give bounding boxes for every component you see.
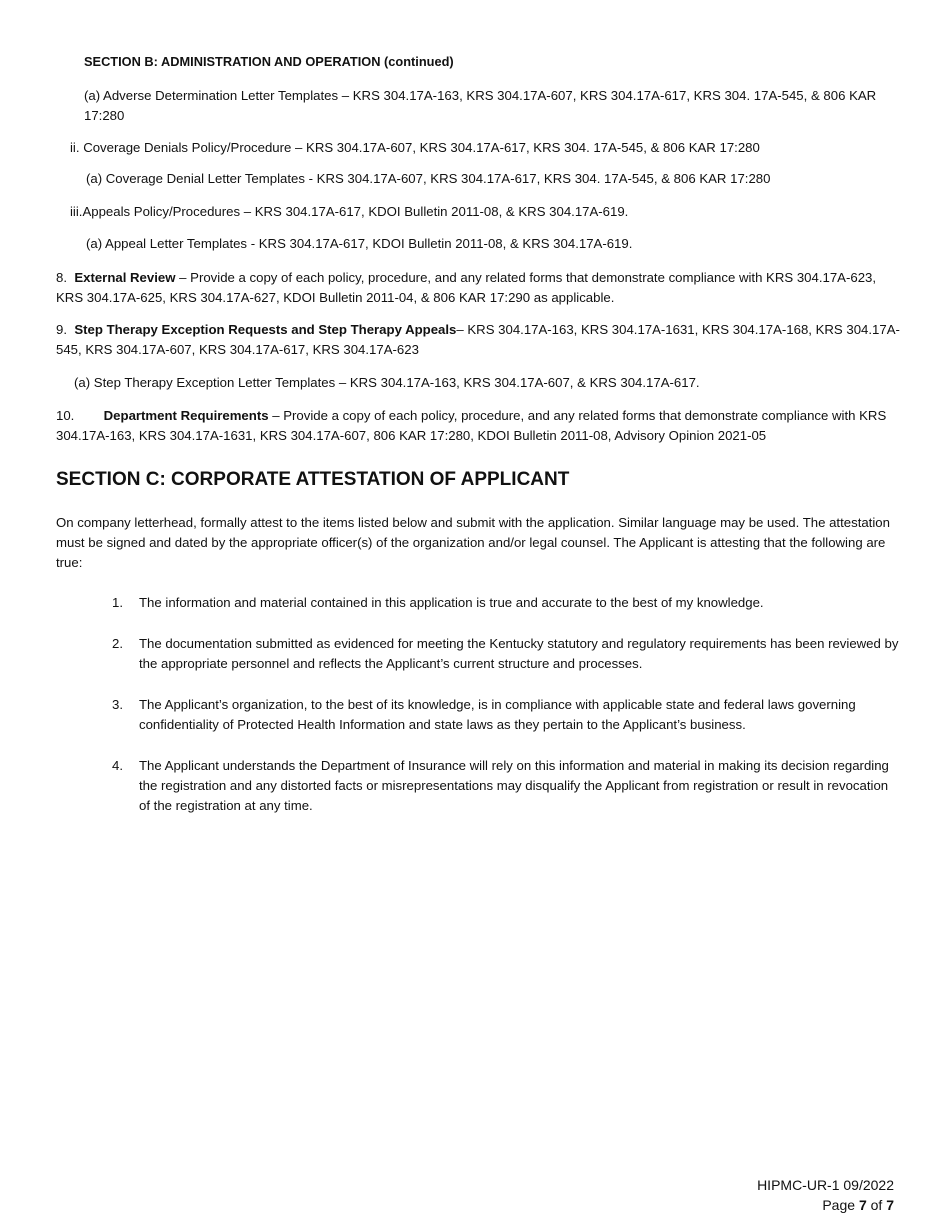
attestation-item-number: 4. [112,758,123,773]
attestation-item-number: 3. [112,697,123,712]
external-review-number: 8. [56,270,67,285]
coverage-denial-templates: (a) Coverage Denial Letter Templates - KRS 304.17A-607, KRS 304.17A-617, KRS 304. 17A-545, & 806 KAR 17:280 [86,171,771,186]
page-prefix: Page [822,1197,859,1213]
attestation-item-3 [112,695,900,735]
appeals-policy: iii.Appeals Policy/Procedures – KRS 304.17A-617, KDOI Bulletin 2011-08, & KRS 304.17A-619. [70,204,629,219]
attestation-item-text: The Applicant’s organization, to the best of its knowledge, is in compliance with applicable state and federal laws governing confidentiality of Protected Health Information and state laws as they pertain to the Applicant’s business. [139,697,856,732]
attestation-item-text: The information and material contained in this application is true and accurate to the best of my knowledge. [139,595,764,610]
page-current: 7 [858,1197,867,1213]
attestation-item-2 [112,634,900,674]
attestation-item-number: 2. [112,636,123,651]
attestation-item-1 [112,593,900,613]
external-review-label: External Review [74,270,176,285]
attestation-item-number: 1. [112,595,123,610]
coverage-denials-policy: ii. Coverage Denials Policy/Procedure – KRS 304.17A-607, KRS 304.17A-617, KRS 304. 17A-545, & 806 KAR 17:280 [70,140,760,155]
page-separator: of [866,1197,887,1213]
section-c-title: SECTION C: CORPORATE ATTESTATION OF APPLICANT [56,469,570,490]
step-therapy-text: – KRS 304.17A-163, KRS 304.17A-1631, KRS 304.17A-168, KRS 304.17A-545, KRS 304.17A-607, KRS 304.17A-617, KRS 304.17A-623 [56,322,900,357]
external-review-text: – Provide a copy of each policy, procedure, and any related forms that demonstrate compliance with KRS 304.17A-623, KRS 304.17A-625, KRS 304.17A-627, KDOI Bulletin 2011-04, & 806 KAR 17:290 as applicable. [56,270,877,305]
section-b-title: SECTION B: ADMINISTRATION AND OPERATION (continued) [84,54,454,69]
step-therapy-templates: (a) Step Therapy Exception Letter Templates – KRS 304.17A-163, KRS 304.17A-607, & KRS 304.17A-617. [74,375,700,390]
page-total: 7 [886,1197,894,1213]
external-review-item [56,268,900,308]
department-number: 10. [56,408,75,423]
department-requirements-item [56,406,900,446]
adverse-determination-templates: (a) Adverse Determination Letter Templates – KRS 304.17A-163, KRS 304.17A-607, KRS 304.17A-617, KRS 304. 17A-545, & 806 KAR 17:280 [84,88,877,123]
attestation-intro: On company letterhead, formally attest to the items listed below and submit with the application. Similar language may be used. The attestation must be signed and dated by the appropriate officer(s) of the organization and/or legal counsel. The Applicant is attesting that the following are true: [56,515,890,570]
page-footer [757,1175,894,1215]
appeal-letter-templates: (a) Appeal Letter Templates - KRS 304.17A-617, KDOI Bulletin 2011-08, & KRS 304.17A-619. [86,236,633,251]
form-id: HIPMC-UR-1 09/2022 [757,1177,894,1193]
department-text: – Provide a copy of each policy, procedure, and any related forms that demonstrate compliance with KRS 304.17A-163, KRS 304.17A-1631, KRS 304.17A-607, 806 KAR 17:280, KDOI Bulletin 2011-08, Advisory Opinion 2021-05 [56,408,887,443]
attestation-item-text: The documentation submitted as evidenced for meeting the Kentucky statutory and regulatory requirements has been reviewed by the appropriate personnel and reflects the Applicant’s current structure and processes. [139,636,899,671]
department-label: Department Requirements [103,408,269,423]
step-therapy-item [56,320,900,360]
step-therapy-number: 9. [56,322,67,337]
attestation-item-text: The Applicant understands the Department of Insurance will rely on this information and material in making its decision regarding the registration and any distorted facts or misrepresentations may disqualify the Applicant from registration or result in revocation of the registration at any time. [139,758,889,813]
attestation-item-4 [112,756,900,816]
page-number [757,1195,894,1215]
step-therapy-label: Step Therapy Exception Requests and Step Therapy Appeals [74,322,457,337]
